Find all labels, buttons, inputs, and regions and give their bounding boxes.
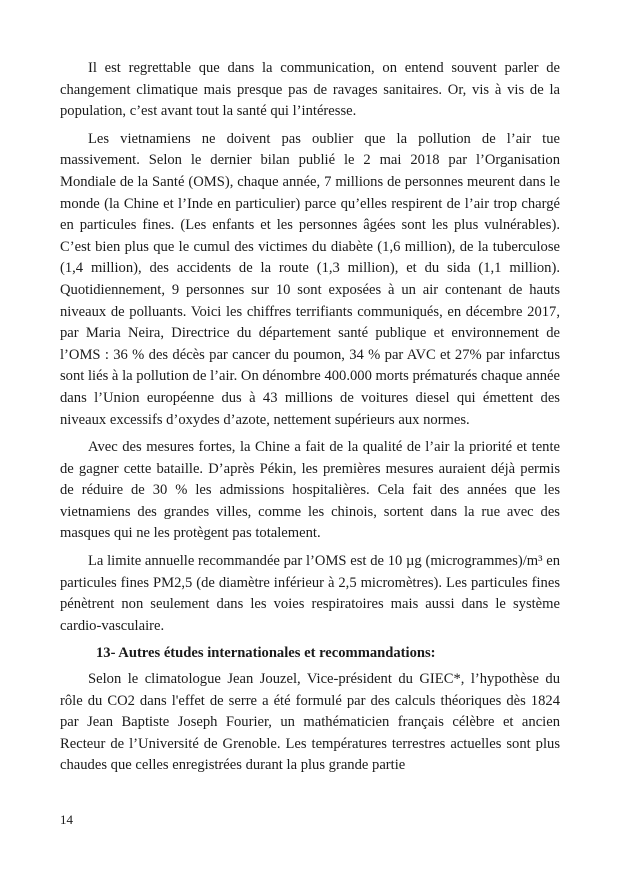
paragraph-who-limit: La limite annuelle recommandée par l’OMS est de 10 µg (microgrammes)/m³ en particules fines PM2,5 (de diamètre inférieur à 2,5 micromètres). Les particules fines pénètrent non seulement dans les voies respiratoires mais aussi dans le système cardio-vasculaire. [60,553,560,634]
page-number: 14 [60,812,73,827]
paragraph-jouzel: Selon le climatologue Jean Jouzel, Vice-président du GIEC*, l’hypothèse du rôle du CO2 dans l'effet de serre a été formulé par des calculs théoriques dès 1824 par Jean Baptiste Joseph Fourier, un mathématicien français célèbre et ancien Recteur de l’Université de Grenoble. Les températures terrestres actuelles sont plus chaudes que celles enregistrées durant la plus grande partie [60,671,560,774]
section-heading: 13- Autres études internationales et recommandations: [96,645,436,662]
paragraph-health-communication: Il est regrettable que dans la communication, on entend souvent parler de changement climatique mais presque pas de ravages sanitaires. Or, vis à vis de la population, c’est avant tout la santé qui l’intéresse. [60,60,560,120]
paragraph-china-measures: Avec des mesures fortes, la Chine a fait de la qualité de l’air la priorité et tente de gagner cette bataille. D’après Pékin, les premières mesures auraient déjà permis de réduire de 30 % les admissions hospitalières. Cela fait des années que les vietnamiens des grandes villes, comme les chinois, sortent dans la rue avec des masques qui ne les protègent pas totalement. [60,439,560,542]
paragraph-air-pollution-deaths: Les vietnamiens ne doivent pas oublier que la pollution de l’air tue massivement. Selon le dernier bilan publié le 2 mai 2018 par l’Organisation Mondiale de la Santé (OMS), chaque année, 7 millions de personnes meurent dans le monde (la Chine et l’Inde en particulier) parce qu’elles respirent de l’air trop chargé en particules fines. (Les enfants et les personnes âgées sont les plus vulnérables). C’est bien plus que le cumul des victimes du diabète (1,6 million), de la tuberculose (1,4 million), des accidents de la route (1,3 million), et du sida (1,1 million). Quotidiennement, 9 personnes sur 10 sont exposées à un air contenant de hauts niveaux de polluants. Voici les chiffres terrifiants communiqués, en décembre 2017, par Maria Neira, Directrice du département santé publique et environnement de l’OMS : 36 % des décès par cancer du poumon, 34 % par AVC et 27% par infarctus sont liés à la pollution de l’air. On dénombre 400.000 morts prématurés chaque année dans l’Union européenne dus à 43 millions de voitures diesel qui émettent des niveaux excessifs d’oxydes d’azote, nettement supérieurs aux normes. [60,130,560,428]
